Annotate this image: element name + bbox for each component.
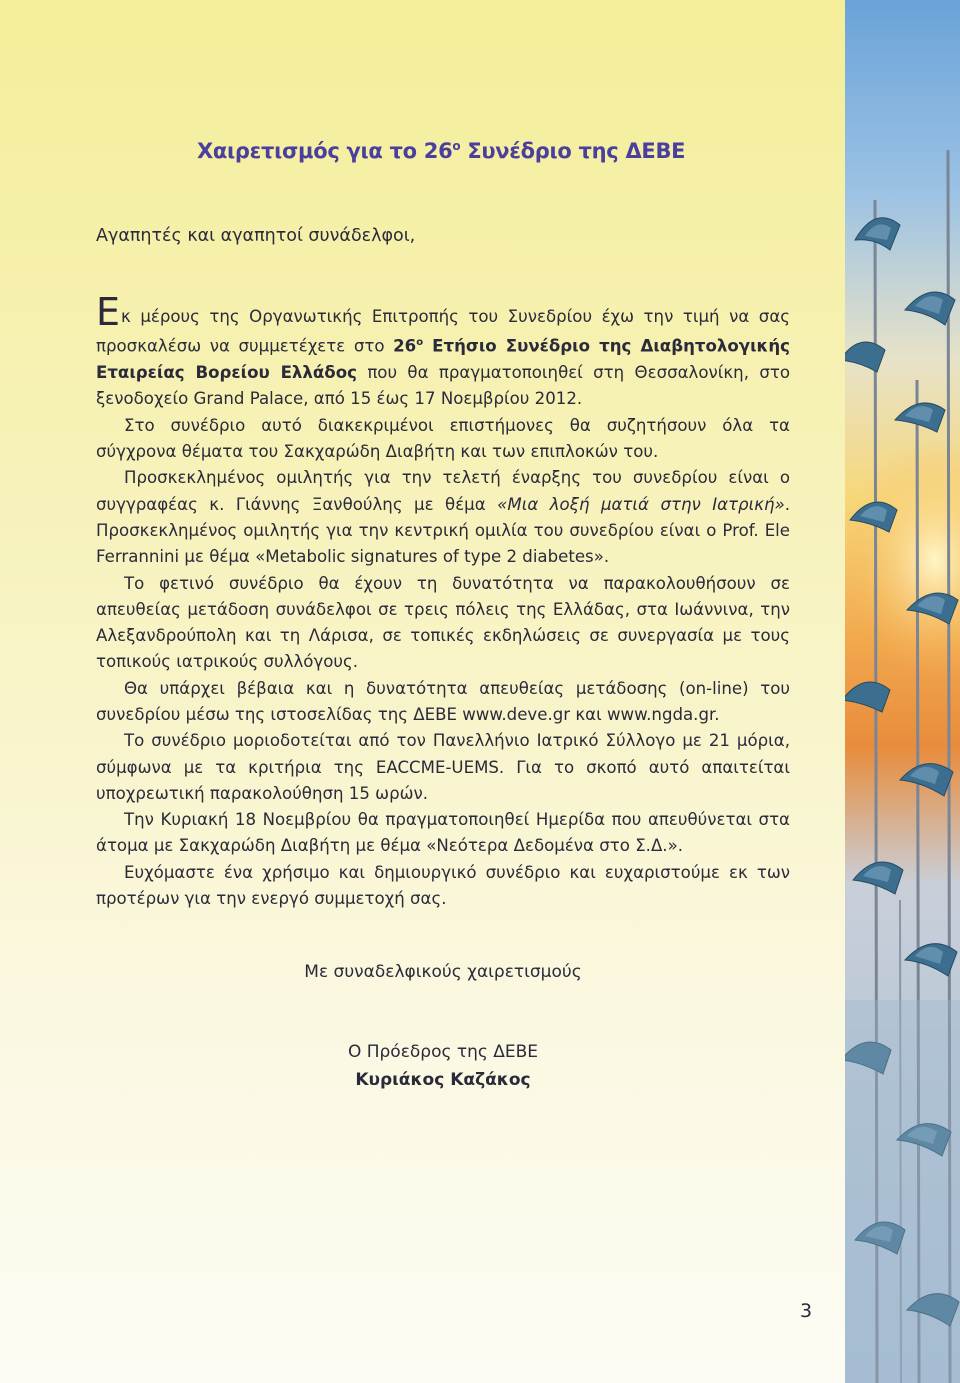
paragraph-5: Θα υπάρχει βέβαια και η δυνατότητα απευθείας μετάδοσης (on-line) του συνεδρίου μέσω της ιστοσελίδας της ΔΕΒΕ www.deve.gr και www.ngda.gr.	[96, 678, 790, 724]
paragraph-4: Το φετινό συνέδριο θα έχουν τη δυνατότητα να παρακολουθήσουν σε απευθείας μετάδοση συνάδελφοι σε τρεις πόλεις της Ελλάδας, στα Ιωάννινα, την Αλεξανδρούπολη και τη Λάρισα, σε τοπικές εκδηλώσεις σε συνεργασία με τους τοπικούς ιατρικούς συλλόγους.	[96, 573, 790, 672]
greeting: Αγαπητές και αγαπητοί συνάδελφοι,	[96, 226, 416, 246]
umbrellas-sculpture-photo	[845, 0, 960, 1383]
letter-body	[96, 290, 791, 912]
paragraph-3: Προσκεκλημένος ομιλητής για την τελετή έναρξης του συνεδρίου είναι ο συγγραφέας κ. Γιάννης Ξανθούλης με θέμα «Μια λοξή ματιά στην Ιατρική». Προσκεκλημένος ομιλητής για την κεντρική ομιλία του συνεδρίου είναι ο Prof. Ele Ferrannini με θέμα «Metabolic signatures of type 2 diabetes».	[96, 468, 791, 567]
page-title: Χαιρετισμός για το $26^o$ Συνέδριο της ΔΕΒΕ	[197, 139, 686, 163]
paragraph-8: Ευχόμαστε ένα χρήσιμο και δημιουργικό συνέδριο και ευχαριστούμε εκ των προτέρων για την ενεργό συμμετοχή σας.	[96, 862, 790, 909]
paragraph-7: Την Κυριακή 18 Νοεμβρίου θα πραγματοποιηθεί Ημερίδα που απευθύνεται στα άτομα με Σακχαρώδη Διαβήτη με θέμα «Νεότερα Δεδομένα στο Σ.Δ.».	[96, 810, 790, 856]
paragraph-6: Το συνέδριο μοριοδοτείται από τον Πανελλήνιο Ιατρικό Σύλλογο με 21 μόρια, σύμφωνα με τα κριτήρια της EACCME-UEMS. Για το σκοπό αυτό απαιτείται υποχρεωτική παρακολούθηση 15 ωρών.	[96, 731, 790, 803]
closing-regards: Με συναδελφικούς χαιρετισμούς	[304, 962, 582, 982]
signatory-role: Ο Πρόεδρος της ΔΕΒΕ	[347, 1042, 539, 1062]
paragraph-2: Στο συνέδριο αυτό διακεκριμένοι επιστήμονες θα συζητήσουν όλα τα σύγχρονα θέματα του Σακχαρώδη Διαβήτη και των επιπλοκών του.	[96, 415, 790, 462]
signatory-name: Κυριάκος Καζάκος	[355, 1070, 531, 1090]
drop-cap: Ε	[96, 290, 121, 334]
umbrellas-illustration	[845, 0, 960, 1383]
paragraph-1: Εκ μέρους της Οργανωτικής Επιτροπής του Συνεδρίου έχω την τιμή να σας προσκαλέσω να συμμετέχετε στο $26^o$ Ετήσιο Συνέδριο της Διαβητολογικής Εταιρείας Βορείου Ελλάδος που θα πραγματοποιηθεί στη Θεσσαλονίκη, στο ξενοδοχείο Grand Palace, από 15 έως 17 Νοεμβρίου 2012.	[96, 290, 790, 409]
page-number: 3	[800, 1300, 813, 1322]
